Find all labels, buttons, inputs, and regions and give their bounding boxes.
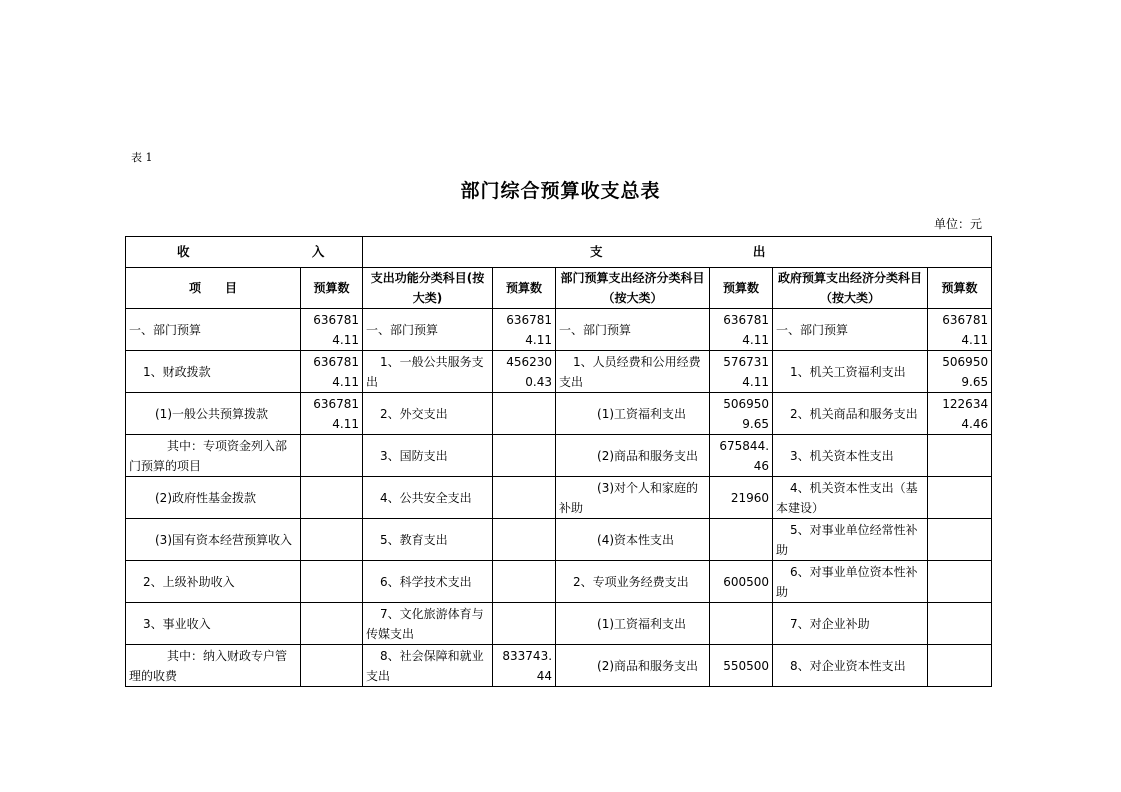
func-item: 3、国防支出 — [363, 435, 493, 477]
gov-econ-item: 4、机关资本性支出（基本建设） — [773, 477, 928, 519]
dept-econ-amount: 21960 — [710, 477, 773, 519]
func-item: 7、文化旅游体育与传媒支出 — [363, 603, 493, 645]
func-item: 2、外交支出 — [363, 393, 493, 435]
table-row — [126, 561, 992, 603]
income-item: (1)一般公共预算拨款 — [126, 393, 301, 435]
budget-table — [125, 236, 992, 687]
income-amount — [301, 561, 363, 603]
col-header-dept-budget: 预算数 — [710, 268, 773, 309]
income-item: (3)国有资本经营预算收入 — [126, 519, 301, 561]
gov-econ-amount — [928, 435, 992, 477]
func-amount — [493, 435, 556, 477]
table-row — [126, 393, 992, 435]
gov-econ-amount — [928, 561, 992, 603]
gov-econ-amount: 1226344.46 — [928, 393, 992, 435]
dept-econ-amount: 675844.46 — [710, 435, 773, 477]
income-item: 一、部门预算 — [126, 309, 301, 351]
dept-econ-amount: 5069509.65 — [710, 393, 773, 435]
table-row — [126, 351, 992, 393]
func-amount: 833743.44 — [493, 645, 556, 687]
income-item: 其中：纳入财政专户管理的收费 — [126, 645, 301, 687]
table-row — [126, 309, 992, 351]
gov-econ-item: 一、部门预算 — [773, 309, 928, 351]
func-item: 1、一般公共服务支出 — [363, 351, 493, 393]
col-header-func-budget: 预算数 — [493, 268, 556, 309]
dept-econ-item: (1)工资福利支出 — [556, 393, 710, 435]
gov-econ-item: 2、机关商品和服务支出 — [773, 393, 928, 435]
dept-econ-amount — [710, 603, 773, 645]
income-amount: 6367814.11 — [301, 351, 363, 393]
col-header-gov-budget: 预算数 — [928, 268, 992, 309]
dept-econ-item: 一、部门预算 — [556, 309, 710, 351]
income-item: 其中：专项资金列入部门预算的项目 — [126, 435, 301, 477]
func-amount: 4562300.43 — [493, 351, 556, 393]
gov-econ-item: 3、机关资本性支出 — [773, 435, 928, 477]
dept-econ-amount — [710, 519, 773, 561]
income-amount — [301, 477, 363, 519]
gov-econ-amount: 6367814.11 — [928, 309, 992, 351]
income-header — [126, 237, 363, 268]
col-header-func-class: 支出功能分类科目(按大类) — [363, 268, 493, 309]
func-amount — [493, 477, 556, 519]
gov-econ-amount — [928, 645, 992, 687]
gov-econ-item: 8、对企业资本性支出 — [773, 645, 928, 687]
unit-label: 单位：元 — [934, 217, 983, 231]
table-row — [126, 603, 992, 645]
dept-econ-amount: 550500 — [710, 645, 773, 687]
dept-econ-item: 2、专项业务经费支出 — [556, 561, 710, 603]
func-item: 一、部门预算 — [363, 309, 493, 351]
income-amount — [301, 519, 363, 561]
gov-econ-item: 6、对事业单位资本性补助 — [773, 561, 928, 603]
col-header-gov-econ-class: 政府预算支出经济分类科目（按大类） — [773, 268, 928, 309]
income-amount: 6367814.11 — [301, 309, 363, 351]
dept-econ-item: (2)商品和服务支出 — [556, 645, 710, 687]
income-amount — [301, 603, 363, 645]
dept-econ-amount: 600500 — [710, 561, 773, 603]
dept-econ-item: (4)资本性支出 — [556, 519, 710, 561]
table-row — [126, 477, 992, 519]
income-header-b: 入 — [311, 244, 325, 259]
gov-econ-item: 5、对事业单位经常性补助 — [773, 519, 928, 561]
income-amount — [301, 435, 363, 477]
gov-econ-amount — [928, 477, 992, 519]
func-amount: 6367814.11 — [493, 309, 556, 351]
dept-econ-item: (3)对个人和家庭的补助 — [556, 477, 710, 519]
dept-econ-item: (1)工资福利支出 — [556, 603, 710, 645]
expense-header-a: 支 — [590, 244, 603, 259]
func-amount — [493, 561, 556, 603]
income-amount — [301, 645, 363, 687]
table-number: 表 1 — [131, 151, 153, 164]
func-item: 6、科学技术支出 — [363, 561, 493, 603]
income-amount: 6367814.11 — [301, 393, 363, 435]
page-title: 部门综合预算收支总表 — [460, 180, 661, 202]
gov-econ-amount — [928, 603, 992, 645]
dept-econ-amount: 5767314.11 — [710, 351, 773, 393]
expense-header-b: 出 — [752, 244, 766, 259]
dept-econ-amount: 6367814.11 — [710, 309, 773, 351]
income-item: 2、上级补助收入 — [126, 561, 301, 603]
gov-econ-item: 7、对企业补助 — [773, 603, 928, 645]
income-header-a: 收 — [177, 244, 190, 259]
col-header-item: 项 目 — [126, 268, 301, 309]
expense-header — [363, 237, 992, 268]
func-amount — [493, 393, 556, 435]
col-header-income-budget: 预算数 — [301, 268, 363, 309]
table-row — [126, 645, 992, 687]
func-item: 5、教育支出 — [363, 519, 493, 561]
table-row — [126, 435, 992, 477]
func-item: 8、社会保障和就业支出 — [363, 645, 493, 687]
income-item: 3、事业收入 — [126, 603, 301, 645]
gov-econ-amount — [928, 519, 992, 561]
gov-econ-amount: 5069509.65 — [928, 351, 992, 393]
income-item: (2)政府性基金拨款 — [126, 477, 301, 519]
func-amount — [493, 519, 556, 561]
func-amount — [493, 603, 556, 645]
col-header-dept-econ-class: 部门预算支出经济分类科目（按大类） — [556, 268, 710, 309]
func-item: 4、公共安全支出 — [363, 477, 493, 519]
dept-econ-item: (2)商品和服务支出 — [556, 435, 710, 477]
table-row — [126, 519, 992, 561]
income-item: 1、财政拨款 — [126, 351, 301, 393]
gov-econ-item: 1、机关工资福利支出 — [773, 351, 928, 393]
dept-econ-item: 1、人员经费和公用经费支出 — [556, 351, 710, 393]
